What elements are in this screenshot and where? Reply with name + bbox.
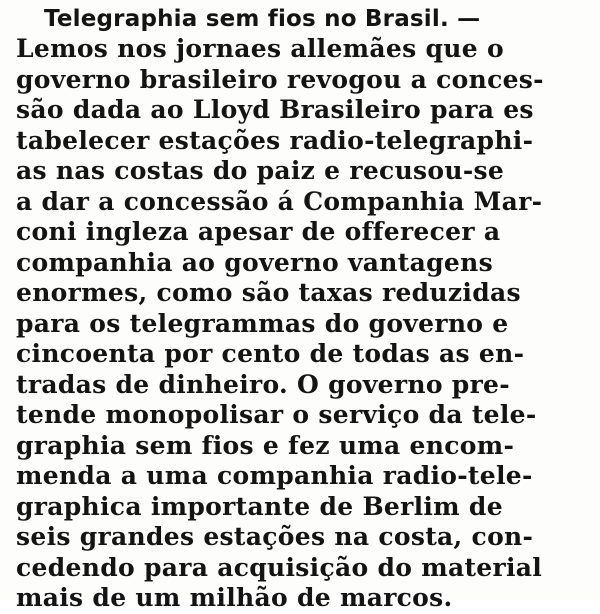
article-line: seis grandes estações na costa, con- [16,522,534,551]
article-line: enormes, como são taxas reduzidas [16,278,521,307]
article-line: governo brasileiro revogou a conces- [16,64,544,94]
article-line: graphica importante de Berlim de [16,491,503,521]
article-line: para os telegrammas do governo e [16,308,509,338]
article-line: companhia ao governo vantagens [16,247,493,277]
article-line: mais de um milhão de marcos. [16,583,453,612]
article-line: cedendo para acquisição do material [16,552,543,582]
article-line: são dada ao Lloyd Brasileiro para es [16,95,534,124]
article-line: as nas costas do paiz e recusou-se [16,156,505,185]
article-line: menda a uma companhia radio-tele- [16,461,533,490]
article-line: tabelecer estações radio-telegraphi- [16,125,534,155]
article-line: graphia sem fios e fez uma encom- [16,430,515,460]
article-line: a dar a concessão á Companhia Mar- [16,186,543,216]
article-body [16,34,572,614]
article-line: coni ingleza apesar de offerecer a [16,217,501,246]
article-line: cincoenta por cento de todas as en- [16,339,525,368]
article-title: Telegraphia sem fios no Brasil. — [44,6,481,32]
article-line: tradas de dinheiro. O governo pre- [16,369,510,399]
article-line: tende monopolisar o serviço da tele- [16,400,537,429]
article-line: Lemos nos jornaes allemães que o [16,34,504,63]
